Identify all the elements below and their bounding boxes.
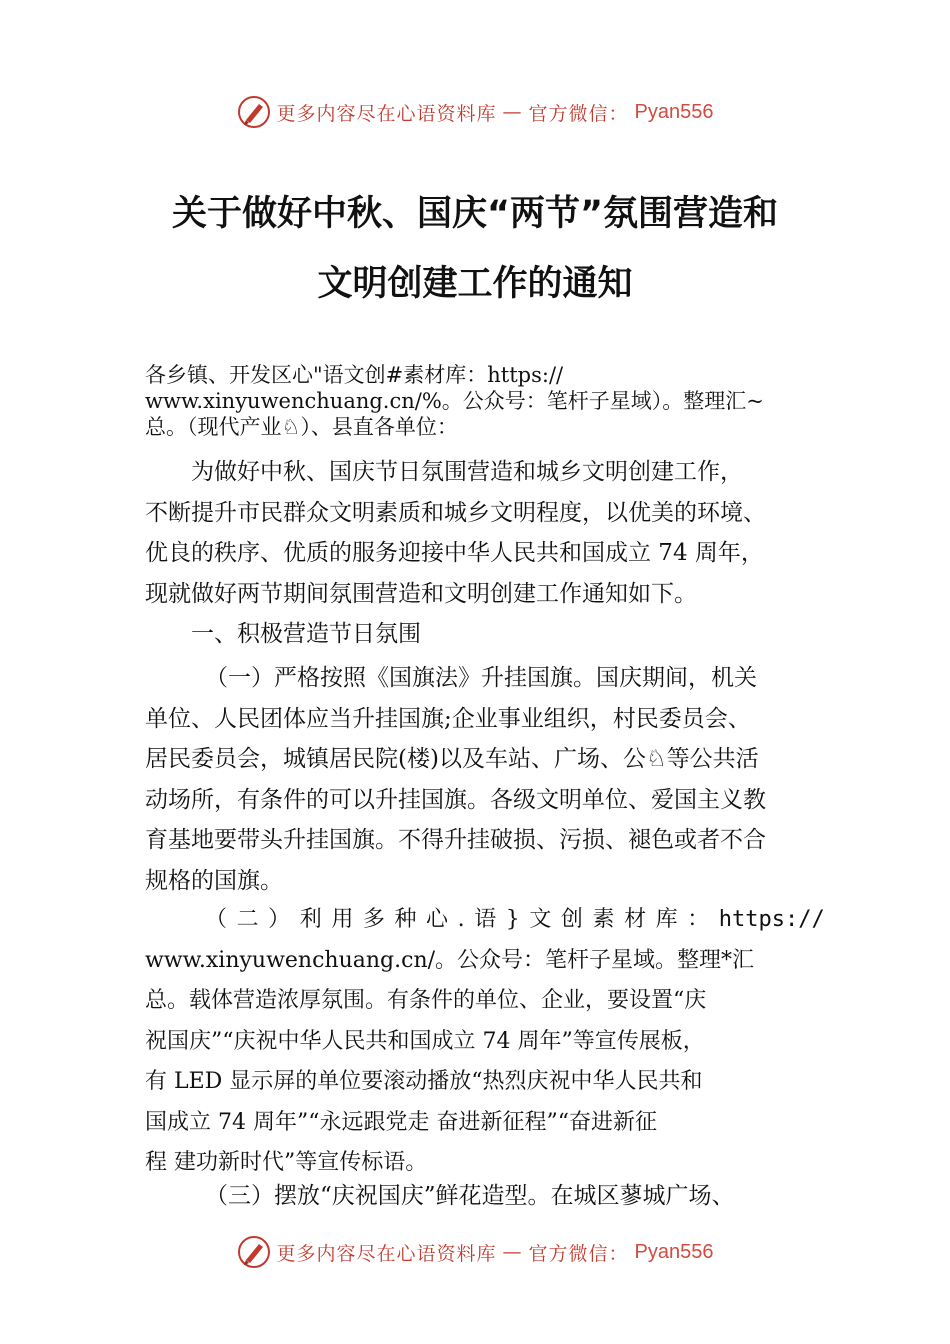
item-2-paragraph — [145, 900, 825, 1184]
char: 种 — [394, 907, 417, 932]
salutation-line: 各乡镇、开发区心"语文创#素材库：https:// — [145, 363, 564, 387]
char: . — [457, 907, 465, 932]
salutation-line: www.xinyuwenchuang.cn/%。公众号：笔杆子星域）。整理汇~ — [145, 389, 764, 413]
pen-logo-icon — [237, 1235, 271, 1269]
paragraph-line: 程 建功新时代”等宣传标语。 — [145, 1150, 428, 1175]
paragraph-line: （三）摆放“庆祝国庆”鲜花造型。在城区蓼城广场、 — [205, 1183, 735, 1209]
watermark-dash: — — [502, 101, 523, 123]
paragraph-line: 为做好中秋、国庆节日氛围营造和城乡文明创建工作， — [191, 459, 743, 485]
char: 语 — [474, 907, 497, 932]
paragraph-line: 现就做好两节期间氛围营造和文明创建工作通知如下。 — [145, 580, 697, 607]
watermark-dash: — — [502, 1241, 523, 1263]
document-title-line1: 关于做好中秋、国庆“两节”氛围营造和 — [171, 194, 778, 234]
char: 库 — [655, 907, 678, 932]
char: 二 — [236, 907, 259, 932]
paragraph-line: 优良的秩序、优质的服务迎接中华人民共和国成立 74 周年， — [145, 540, 764, 566]
char: 文 — [529, 907, 552, 932]
paragraph-line: 单位、人民团体应当升挂国旗;企业事业组织，村民委员会、 — [145, 705, 751, 732]
watermark-wechat-label: 官方微信： — [528, 102, 629, 125]
paragraph-line: 总。载体营造浓厚氛围。有条件的单位、企业，要设置“庆 — [145, 988, 707, 1013]
url-fragment: https:// — [718, 907, 825, 932]
char: 心 — [426, 907, 449, 932]
section-heading-text: 一、积极营造节日氛围 — [191, 621, 421, 647]
char: } — [505, 907, 520, 932]
watermark-wechat-label: 官方微信： — [528, 1242, 629, 1265]
paragraph-line: 居民委员会，城镇居民院(楼)以及车站、广场、公♘等公共活 — [145, 746, 759, 772]
paragraph-line: 育基地要带头升挂国旗。不得升挂破损、污损、褪色或者不合 — [145, 827, 766, 853]
char: 素 — [592, 907, 615, 932]
char: ： — [687, 907, 710, 932]
watermark-footer — [0, 1235, 950, 1269]
watermark-brand: 更多内容尽在心语资料库 — [276, 1242, 497, 1265]
char: （ — [205, 907, 228, 932]
salutation-line: 总。（现代产业♘）、县直各单位： — [145, 415, 458, 439]
char: 利 — [299, 907, 322, 932]
item-1-paragraph — [145, 658, 825, 901]
item-3-paragraph — [145, 1176, 825, 1217]
watermark-wechat-id: Pyan556 — [634, 1240, 714, 1263]
paragraph-line: 有 LED 显示屏的单位要滚动播放“热烈庆祝中华人民共和 — [145, 1069, 703, 1094]
char: 多 — [362, 907, 385, 932]
paragraph-line: 规格的国旗。 — [145, 867, 283, 894]
char: ） — [268, 907, 291, 932]
intro-paragraph — [145, 452, 825, 614]
watermark-wechat-id: Pyan556 — [634, 100, 714, 123]
char: 材 — [624, 907, 647, 932]
document-title-line2: 文明创建工作的通知 — [317, 264, 633, 304]
pen-logo-icon — [237, 95, 271, 129]
paragraph-line: www.xinyuwenchuang.cn/。公众号：笔杆子星域。整理*汇 — [145, 947, 755, 973]
paragraph-line: 国成立 74 周年”“永远跟党走 奋进新征程”“奋进新征 — [145, 1109, 657, 1135]
char: 用 — [331, 907, 354, 932]
paragraph-line: 动场所，有条件的可以升挂国旗。各级文明单位、爱国主义教 — [145, 786, 766, 813]
paragraph-line: 不断提升市民群众文明素质和城乡文明程度，以优美的环境、 — [145, 499, 766, 526]
paragraph-line: （一）严格按照《国旗法》升挂国旗。国庆期间，机关 — [205, 665, 757, 691]
paragraph-line-spaced — [145, 900, 825, 941]
salutation — [145, 362, 845, 440]
paragraph-line: 祝国庆”“庆祝中华人民共和国成立 74 周年”等宣传展板， — [145, 1028, 705, 1054]
watermark-brand: 更多内容尽在心语资料库 — [276, 102, 497, 125]
char: 创 — [560, 907, 583, 932]
watermark-header — [0, 95, 950, 129]
section-heading — [145, 614, 825, 655]
